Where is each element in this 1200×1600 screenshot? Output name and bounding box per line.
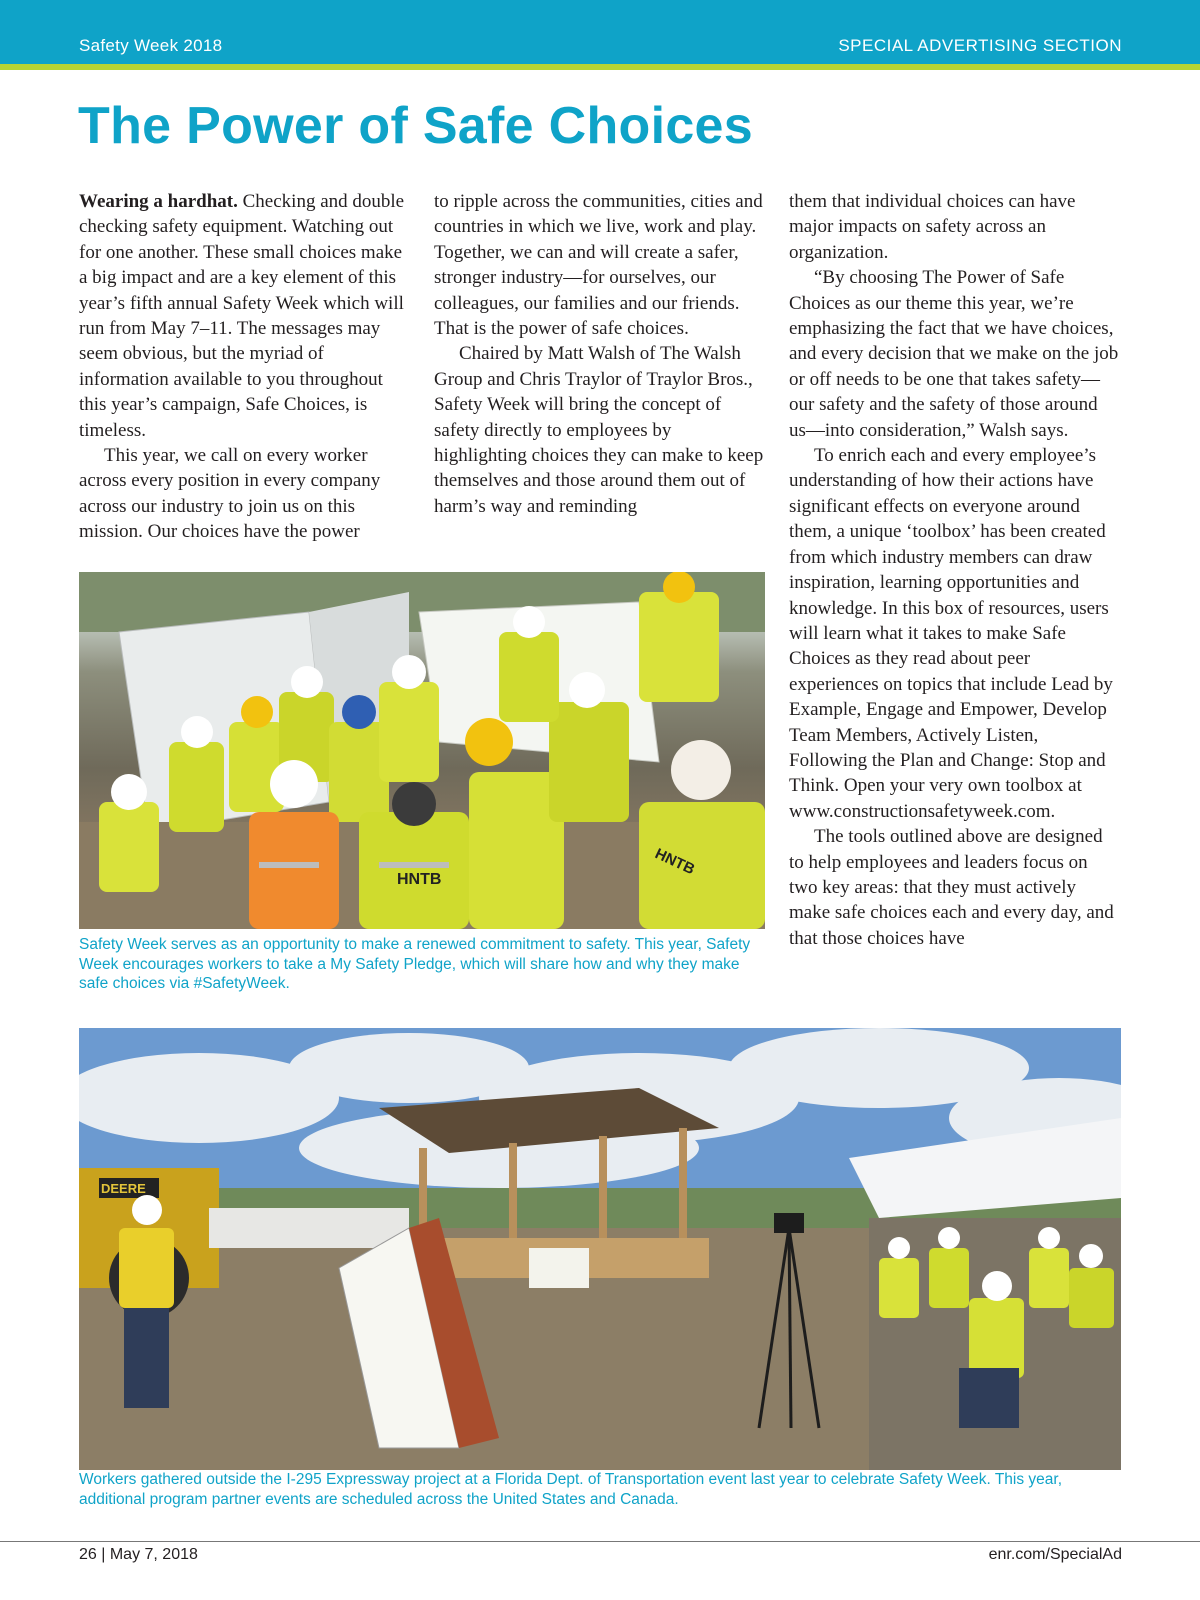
article-column-1 xyxy=(79,189,409,545)
footer-divider xyxy=(0,1541,1200,1542)
vest-text: HNTB xyxy=(397,871,442,888)
paragraph: to ripple across the communities, cities and countries in which we live, work and play. Together, we can and will create a safer, stronger industry—for ourselves, our colleagues, our families and our friends. That is the power of safe choices. xyxy=(434,191,763,340)
photo-blocks xyxy=(209,1208,409,1248)
header-bar xyxy=(0,0,1200,64)
footer-url: enr.com/SpecialAd xyxy=(988,1546,1122,1563)
photo-workers-signing-pledge xyxy=(79,572,765,929)
vest-text: HNTB xyxy=(652,845,698,879)
header-section-name: Safety Week 2018 xyxy=(79,36,223,55)
photo-event-panorama xyxy=(79,1028,1121,1470)
article-title: The Power of Safe Choices xyxy=(78,97,753,155)
paragraph xyxy=(79,189,409,443)
paragraph: Chaired by Matt Walsh of The Walsh Group and Chris Traylor of Traylor Bros., Safety Week will bring the concept of safety directly to employees by highlighting choices they can make to keep themselves and those around them out of harm’s way and reminding xyxy=(434,343,764,517)
paragraph-text: Checking and double checking safety equipment. Watching out for one another. These small choices make a big impact and are a key element of this year’s fifth annual Safety Week which will run from May 7–11. The messages may seem obvious, but the myriad of information available to you throughout this year’s campaign, Safe Choices, is timeless. xyxy=(79,191,405,441)
photo-event-illustration xyxy=(79,1028,1121,1470)
paragraph: The tools outlined above are designed to help employees and leaders focus on two key areas: that they must actively make safe choices each and every day, and that those choices have xyxy=(789,826,1114,949)
paragraph: “By choosing The Power of Safe Choices as our theme this year, we’re emphasizing the fact that we have choices, and every decision that we make on the job or off needs to be one that takes safety—our safety and the safety of those around us—into consideration,” Walsh says. xyxy=(789,267,1119,441)
equipment-label: DEERE xyxy=(101,1181,146,1196)
paragraph: them that individual choices can have major impacts on safety across an organization. xyxy=(789,191,1076,263)
photo-caption: Workers gathered outside the I-295 Expressway project at a Florida Dept. of Transportation event last year to celebrate Safety Week. This year, additional program partner events are scheduled across the United States and Canada. xyxy=(79,1471,1063,1508)
photo-caption: Safety Week serves as an opportunity to make a renewed commitment to safety. This year, Safety Week encourages workers to take a My Safety Pledge, which will share how and why they make safe choices via #SafetyWeek. xyxy=(79,936,751,992)
page-number-date: 26 | May 7, 2018 xyxy=(79,1546,198,1563)
header-section-label: SPECIAL ADVERTISING SECTION xyxy=(838,36,1122,55)
article-column-3 xyxy=(789,189,1119,951)
paragraph: To enrich each and every employee’s understanding of how their actions have significant effects on everyone around them, a unique ‘toolbox’ has been created from which industry members can draw inspiration, learning opportunities and knowledge. In this box of resources, users will learn what it takes to make Safe Choices as they read about peer experiences on topics that include Lead by Example, Engage and Empower, Develop Team Members, Actively Listen, Following the Plan and Change: Stop and Think. Open your very own toolbox at www.constructionsafetyweek.com. xyxy=(789,445,1113,822)
paragraph: This year, we call on every worker across every position in every company across our industry to join us on this mission. Our choices have the power xyxy=(79,445,381,543)
photo-worker xyxy=(119,1228,174,1308)
article-column-2 xyxy=(434,189,764,519)
header-accent-stripe xyxy=(0,64,1200,70)
lead-in: Wearing a hardhat. xyxy=(79,191,238,212)
photo-workers-illustration xyxy=(79,572,765,929)
